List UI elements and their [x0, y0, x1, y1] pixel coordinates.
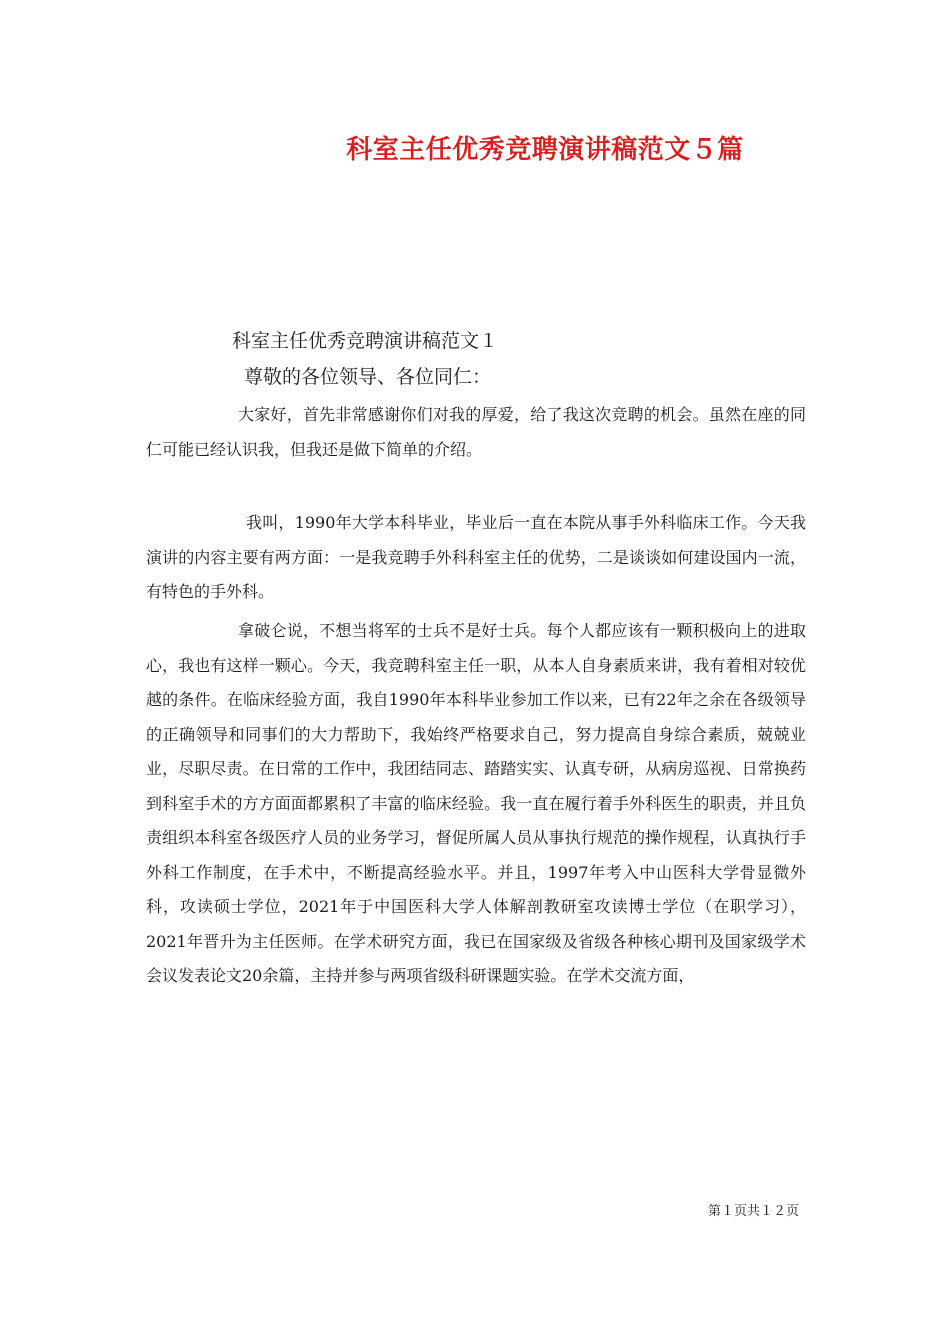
paragraph: 大家好，首先非常感谢你们对我的厚爱，给了我这次竞聘的机会。虽然在座的同仁可能已经认识我，但我还是做下简单的介绍。: [146, 405, 806, 459]
greeting-line: 尊敬的各位领导、各位同仁：: [244, 366, 492, 388]
page-number: 第１页共１２页: [708, 1204, 800, 1219]
section-heading: 科室主任优秀竞聘演讲稿范文１: [232, 330, 499, 352]
paragraph: 拿破仑说，不想当将军的士兵不是好士兵。每个人都应该有一颗积极向上的进取心，我也有这样一颗心。今天，我竞聘科室主任一职，从本人自身素质来讲，我有着相对较优越的条件。在临床经验方面，我自1990年本科毕业参加工作以来，已有22年之余在各级领导的正确领导和同事们的大力帮助下，我始终严格要求自己，努力提高自身综合素质，兢兢业业，尽职尽责。在日常的工作中，我团结同志、踏踏实实、认真专研，从病房巡视、日常换药到科室手术的方方面面都累积了丰富的临床经验。我一直在履行着手外科医生的职责，并且负责组织本科室各级医疗人员的业务学习，督促所属人员从事执行规范的操作规程，认真执行手外科工作制度，在手术中，不断提高经验水平。并且，1997年考入中山医科大学骨显微外科，攻读硕士学位，2021年于中国医科大学人体解剖教研室攻读博士学位（在职学习），2021年晋升为主任医师。在学术研究方面，我已在国家级及省级各种核心期刊及国家级学术会议发表论文20余篇，主持并参与两项省级科研课题实验。在学术交流方面，: [146, 621, 806, 985]
document-title: 科室主任优秀竞聘演讲稿范文５篇: [346, 135, 744, 165]
paragraph: 我叫，1990年大学本科毕业，毕业后一直在本院从事手外科临床工作。今天我演讲的内容主要有两方面：一是我竞聘手外科科室主任的优势，二是谈谈如何建设国内一流，有特色的手外科。: [146, 513, 806, 601]
